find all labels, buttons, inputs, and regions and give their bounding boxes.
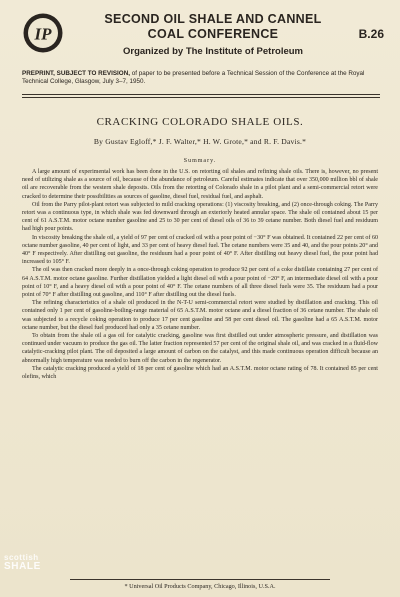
summary-heading: Summary.	[183, 158, 217, 164]
organized-by: Organized by The Institute of Petroleum	[123, 46, 303, 57]
divider-bottom	[22, 97, 380, 98]
paragraph: The refining characteristics of a shale oil produced in the N-T-U semi-commercial retort were studied by distillation and cracking. This oil contained only 1 per cent of gasoline-boiling-range material of 65 A.S.T.M. motor octane and a diesel fraction of 36 cetane number. The shale oil was subjected to a recycle coking operation to produce 17 per cent gasoline and 58 per cent diesel oil. The gasoline had a 65 A.S.T.M. motor octane number, but the diesel fuel produced had only a 35 cetane number.	[22, 300, 378, 331]
footnote-rule	[70, 579, 330, 580]
institute-of-petroleum-logo	[22, 12, 64, 54]
footnote: * Universal Oil Products Company, Chicago, Illinois, U.S.A.	[124, 583, 276, 590]
authors-line: By Gustav Egloff,* J. F. Walter,* H. W. Grote,* and R. F. Davis.*	[93, 137, 307, 146]
summary-body	[22, 168, 378, 381]
paper-code: B.26	[358, 27, 384, 41]
preprint-notice	[22, 70, 382, 87]
logo-lettering: IP	[34, 24, 52, 44]
paragraph: The catalytic cracking produced a yield of 18 per cent of gasoline which had an A.S.T.M. motor octane rating of 78. It contained 85 per cent olefins, which	[22, 365, 378, 381]
paper-title: CRACKING COLORADO SHALE OILS.	[96, 116, 304, 128]
paragraph: In viscosity breaking the shale oil, a yield of 97 per cent of cracked oil with a pour point of −30° F was obtained. It contained 22 per cent of 60 octane number gasoline, 40 per cent of light, and 33 per cent of heavy diesel fuel. The cetane numbers were 35 and 40, and the pour points 20° and 40° F respectively. After distilling out gasoline, the residuum had a pour point of 40° F. After distilling out heavy diesel fuel, the pour point had increased to 105° F.	[22, 234, 378, 266]
divider-top	[22, 94, 380, 95]
conference-title	[78, 12, 348, 42]
paragraph: To obtain from the shale oil a gas oil for catalytic cracking, gasoline was first distilled out under atmospheric pressure, and distillation was continued under vacuum to produce the gas oil. The latter fraction represented 57 per cent of the original shale oil, and was cracked in a fluid-flow catalytic-cracking pilot plant. The oil deposited a large amount of carbon on the catalyst, and this made continuous operation difficult because an abnormally high temperature was needed to burn off the carbon in the regenerator.	[22, 333, 378, 364]
paragraph: A large amount of experimental work has been done in the U.S. on retorting oil shales and refining shale oils. There is, however, no present need of utilizing shale as a source of oil, because of the abundance of petroleum. Careful estimates indicate that over 350,000 million bbl of shale oil are recoverable from the western shale deposits. Oils from the retorting of Colorado shale in a pilot plant and a semi-commercial retort were cracked to determine their possibilities as sources of gasoline, diesel fuel, residual fuel, and asphalt.	[22, 169, 378, 200]
preprint-text: of paper to be presented before a Technical Session of the Conference at the Royal Technical College, Glasgow, July 3–7, 1950.	[22, 70, 365, 86]
preprint-lead: PREPRINT, SUBJECT TO REVISION,	[22, 70, 130, 77]
scottish-shale-watermark	[4, 553, 40, 589]
watermark-line1: scottish	[4, 553, 39, 562]
paragraph: Oil from the Parry pilot-plant retort was subjected to mild cracking operations: (1) viscosity breaking, and (2) once-through coking. The Parry retort was a continuous type, in which shale was fed downward through an exteriorly heated annular space. The shale oil contained about 15 per cent of 61 A.S.T.M. motor octane number gasoline and 25 to 30 per cent of diesel oils of 36 to 39 cetane number. Both diesel fuel and residuum had high pour points.	[22, 201, 378, 233]
watermark-line2: SHALE	[4, 561, 41, 572]
conference-title-line2: COAL CONFERENCE	[147, 27, 279, 41]
conference-title-line1: SECOND OIL SHALE AND CANNEL	[104, 12, 322, 26]
paragraph: The oil was then cracked more deeply in a once-through coking operation to produce 92 per cent of a coke distillate containing 27 per cent of 64 A.S.T.M. motor octane gasoline. Further distillation yielded a light diesel oil with a pour point of −20° F, an intermediate diesel oil with a pour point of 10° F, and a heavy diesel oil with a pour point of 40° F. The cetane numbers of all three diesel fuels were 35. The residuum had a pour point of 70° F after distilling out gasoline, and 110° F after distilling out the diesel fuels.	[22, 267, 378, 299]
